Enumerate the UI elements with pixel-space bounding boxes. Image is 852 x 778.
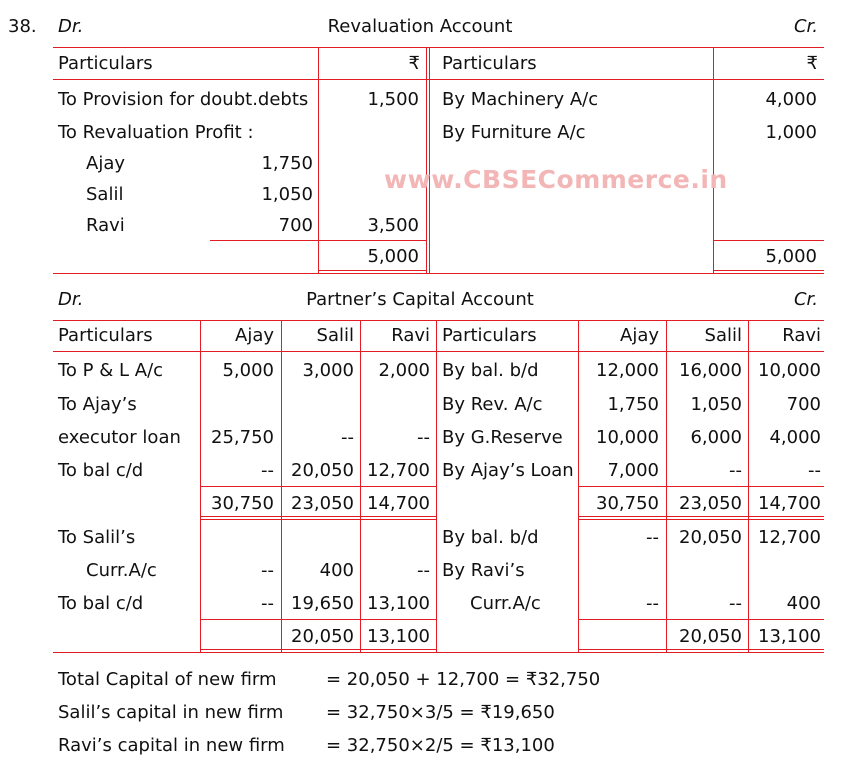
capital-right-label: By Ajay’s Loan (442, 460, 574, 481)
reval-profit-underline (210, 240, 426, 241)
capital-left-ajay-subtotal: 30,750 (211, 493, 274, 514)
reval-profit-label: To Revaluation Profit : (58, 122, 254, 143)
reval-bottom-rule (53, 273, 824, 274)
reval-rupee-header: ₹ (806, 53, 818, 74)
capital-bottom-rule (53, 652, 824, 653)
reval-top-rule (53, 47, 824, 48)
reval-center-divider (426, 47, 427, 273)
capital-ravi-header: Ravi (782, 325, 821, 346)
capital-right-ajay: -- (646, 527, 659, 548)
capital-left-label: Curr.A/c (86, 560, 157, 581)
capital-header-rule (53, 351, 824, 352)
capital-left-label: executor loan (58, 427, 181, 448)
capital-right-label: By Rev. A/c (442, 394, 543, 415)
capital-left-ajay: 25,750 (211, 427, 274, 448)
capital-right-salil: -- (729, 593, 742, 614)
capital-left-ravi-total: 13,100 (367, 626, 430, 647)
capital-salil-header: Salil (704, 325, 742, 346)
reval-ajay-amount: 1,750 (261, 153, 313, 174)
note-value: = 20,050 + 12,700 = ₹32,750 (326, 669, 601, 690)
capital-center-divider (436, 320, 437, 652)
capital-left-label: To bal c/d (58, 593, 144, 614)
capital-right-ravi: 700 (786, 394, 821, 415)
capital-left-salil: 400 (319, 560, 354, 581)
note-value: = 32,750×3/5 = ₹19,650 (326, 702, 555, 723)
capital-left-total-top (200, 619, 436, 620)
capital-right-ajay: 7,000 (607, 460, 659, 481)
capital-right-label: By G.Reserve (442, 427, 563, 448)
capital-left-ajay: -- (261, 560, 274, 581)
reval-right-underline (713, 240, 824, 241)
capital-left-ajay: -- (261, 593, 274, 614)
capital-left-salil: 19,650 (291, 593, 354, 614)
note-value: = 32,750×2/5 = ₹13,100 (326, 735, 555, 756)
capital-right-salil: 6,000 (690, 427, 742, 448)
capital-left-salil: -- (341, 427, 354, 448)
capital-dr-label: Dr. (58, 289, 84, 310)
capital-right-salil-subtotal: 23,050 (679, 493, 742, 514)
capital-left-ravi: 2,000 (378, 360, 430, 381)
reval-profit-total: 3,500 (367, 215, 419, 236)
capital-left-salil: 20,050 (291, 460, 354, 481)
capital-left-label: To bal c/d (58, 460, 144, 481)
capital-top-rule (53, 320, 824, 321)
capital-right-subtotal-double (578, 519, 824, 520)
reval-particulars-header: Particulars (442, 53, 537, 74)
reval-particulars-header: Particulars (58, 53, 153, 74)
capital-right-total-bottom (578, 649, 824, 650)
capital-cr-label: Cr. (793, 289, 818, 310)
watermark: www.CBSECommerce.in (384, 165, 728, 194)
capital-left-ravi: -- (417, 427, 430, 448)
capital-left-ajay: -- (261, 460, 274, 481)
capital-left-salil-subtotal: 23,050 (291, 493, 354, 514)
reval-salil-label: Salil (86, 184, 124, 205)
reval-provision-label: To Provision for doubt.debts (58, 89, 309, 110)
capital-left-salil: 3,000 (302, 360, 354, 381)
capital-left-label: To P & L A/c (58, 360, 164, 381)
capital-right-subtotal-bottom (578, 516, 824, 517)
capital-particulars-header: Particulars (442, 325, 537, 346)
capital-right-ravi-subtotal: 14,700 (758, 493, 821, 514)
reval-header-rule (53, 79, 824, 80)
capital-left-subtotal-double (200, 519, 436, 520)
capital-right-ajay: -- (646, 593, 659, 614)
capital-right-label: Curr.A/c (470, 593, 541, 614)
note-label: Total Capital of new firm (58, 669, 277, 690)
capital-right-salil: 20,050 (679, 527, 742, 548)
capital-left-subtotal-bottom (200, 516, 436, 517)
capital-right-ravi: 400 (786, 593, 821, 614)
capital-right-ravi: -- (808, 460, 821, 481)
capital-left-ravi: -- (417, 560, 430, 581)
capital-salil-header: Salil (316, 325, 354, 346)
reval-salil-amount: 1,050 (261, 184, 313, 205)
capital-right-ajay-subtotal: 30,750 (596, 493, 659, 514)
reval-furniture-amount: 1,000 (765, 122, 817, 143)
reval-left-total: 5,000 (367, 246, 419, 267)
reval-ajay-label: Ajay (86, 153, 125, 174)
note-label: Ravi’s capital in new firm (58, 735, 285, 756)
note-label: Salil’s capital in new firm (58, 702, 284, 723)
capital-particulars-header: Particulars (58, 325, 153, 346)
question-number: 38. (8, 16, 37, 37)
reval-right-total: 5,000 (765, 246, 817, 267)
reval-ravi-amount: 700 (278, 215, 313, 236)
capital-right-total-top (578, 619, 824, 620)
capital-left-ravi: 12,700 (367, 460, 430, 481)
reval-total-rule (318, 270, 426, 271)
capital-right-ajay: 10,000 (596, 427, 659, 448)
capital-left-ravi-subtotal: 14,700 (367, 493, 430, 514)
reval-right-total-rule (713, 270, 824, 271)
reval-machinery-label: By Machinery A/c (442, 89, 599, 110)
capital-right-salil: 16,000 (679, 360, 742, 381)
capital-right-label: By Ravi’s (442, 560, 525, 581)
reval-rupee-header: ₹ (408, 53, 420, 74)
capital-right-ravi: 10,000 (758, 360, 821, 381)
capital-right-label: By bal. b/d (442, 527, 539, 548)
reval-ravi-label: Ravi (86, 215, 125, 236)
reval-furniture-label: By Furniture A/c (442, 122, 586, 143)
capital-left-subtotal-top (200, 486, 436, 487)
capital-right-subtotal-top (578, 486, 824, 487)
capital-title: Partner’s Capital Account (306, 289, 534, 310)
capital-right-salil: 1,050 (690, 394, 742, 415)
capital-left-label: To Salil’s (58, 527, 136, 548)
capital-right-label: By bal. b/d (442, 360, 539, 381)
capital-ravi-header: Ravi (391, 325, 430, 346)
capital-right-ravi: 4,000 (769, 427, 821, 448)
capital-right-ajay: 1,750 (607, 394, 659, 415)
capital-ajay-header: Ajay (620, 325, 659, 346)
capital-left-label: To Ajay’s (58, 394, 137, 415)
revaluation-dr-label: Dr. (58, 16, 84, 37)
capital-right-salil: -- (729, 460, 742, 481)
capital-right-salil-total: 20,050 (679, 626, 742, 647)
capital-ajay-header: Ajay (235, 325, 274, 346)
reval-provision-amount: 1,500 (367, 89, 419, 110)
capital-left-salil-total: 20,050 (291, 626, 354, 647)
capital-right-ravi: 12,700 (758, 527, 821, 548)
capital-left-ajay: 5,000 (222, 360, 274, 381)
reval-machinery-amount: 4,000 (765, 89, 817, 110)
capital-left-total-bottom (200, 649, 436, 650)
capital-right-ajay: 12,000 (596, 360, 659, 381)
capital-right-ravi-total: 13,100 (758, 626, 821, 647)
revaluation-title: Revaluation Account (327, 16, 513, 37)
capital-left-ravi: 13,100 (367, 593, 430, 614)
revaluation-cr-label: Cr. (793, 16, 818, 37)
reval-center-divider (429, 47, 430, 273)
